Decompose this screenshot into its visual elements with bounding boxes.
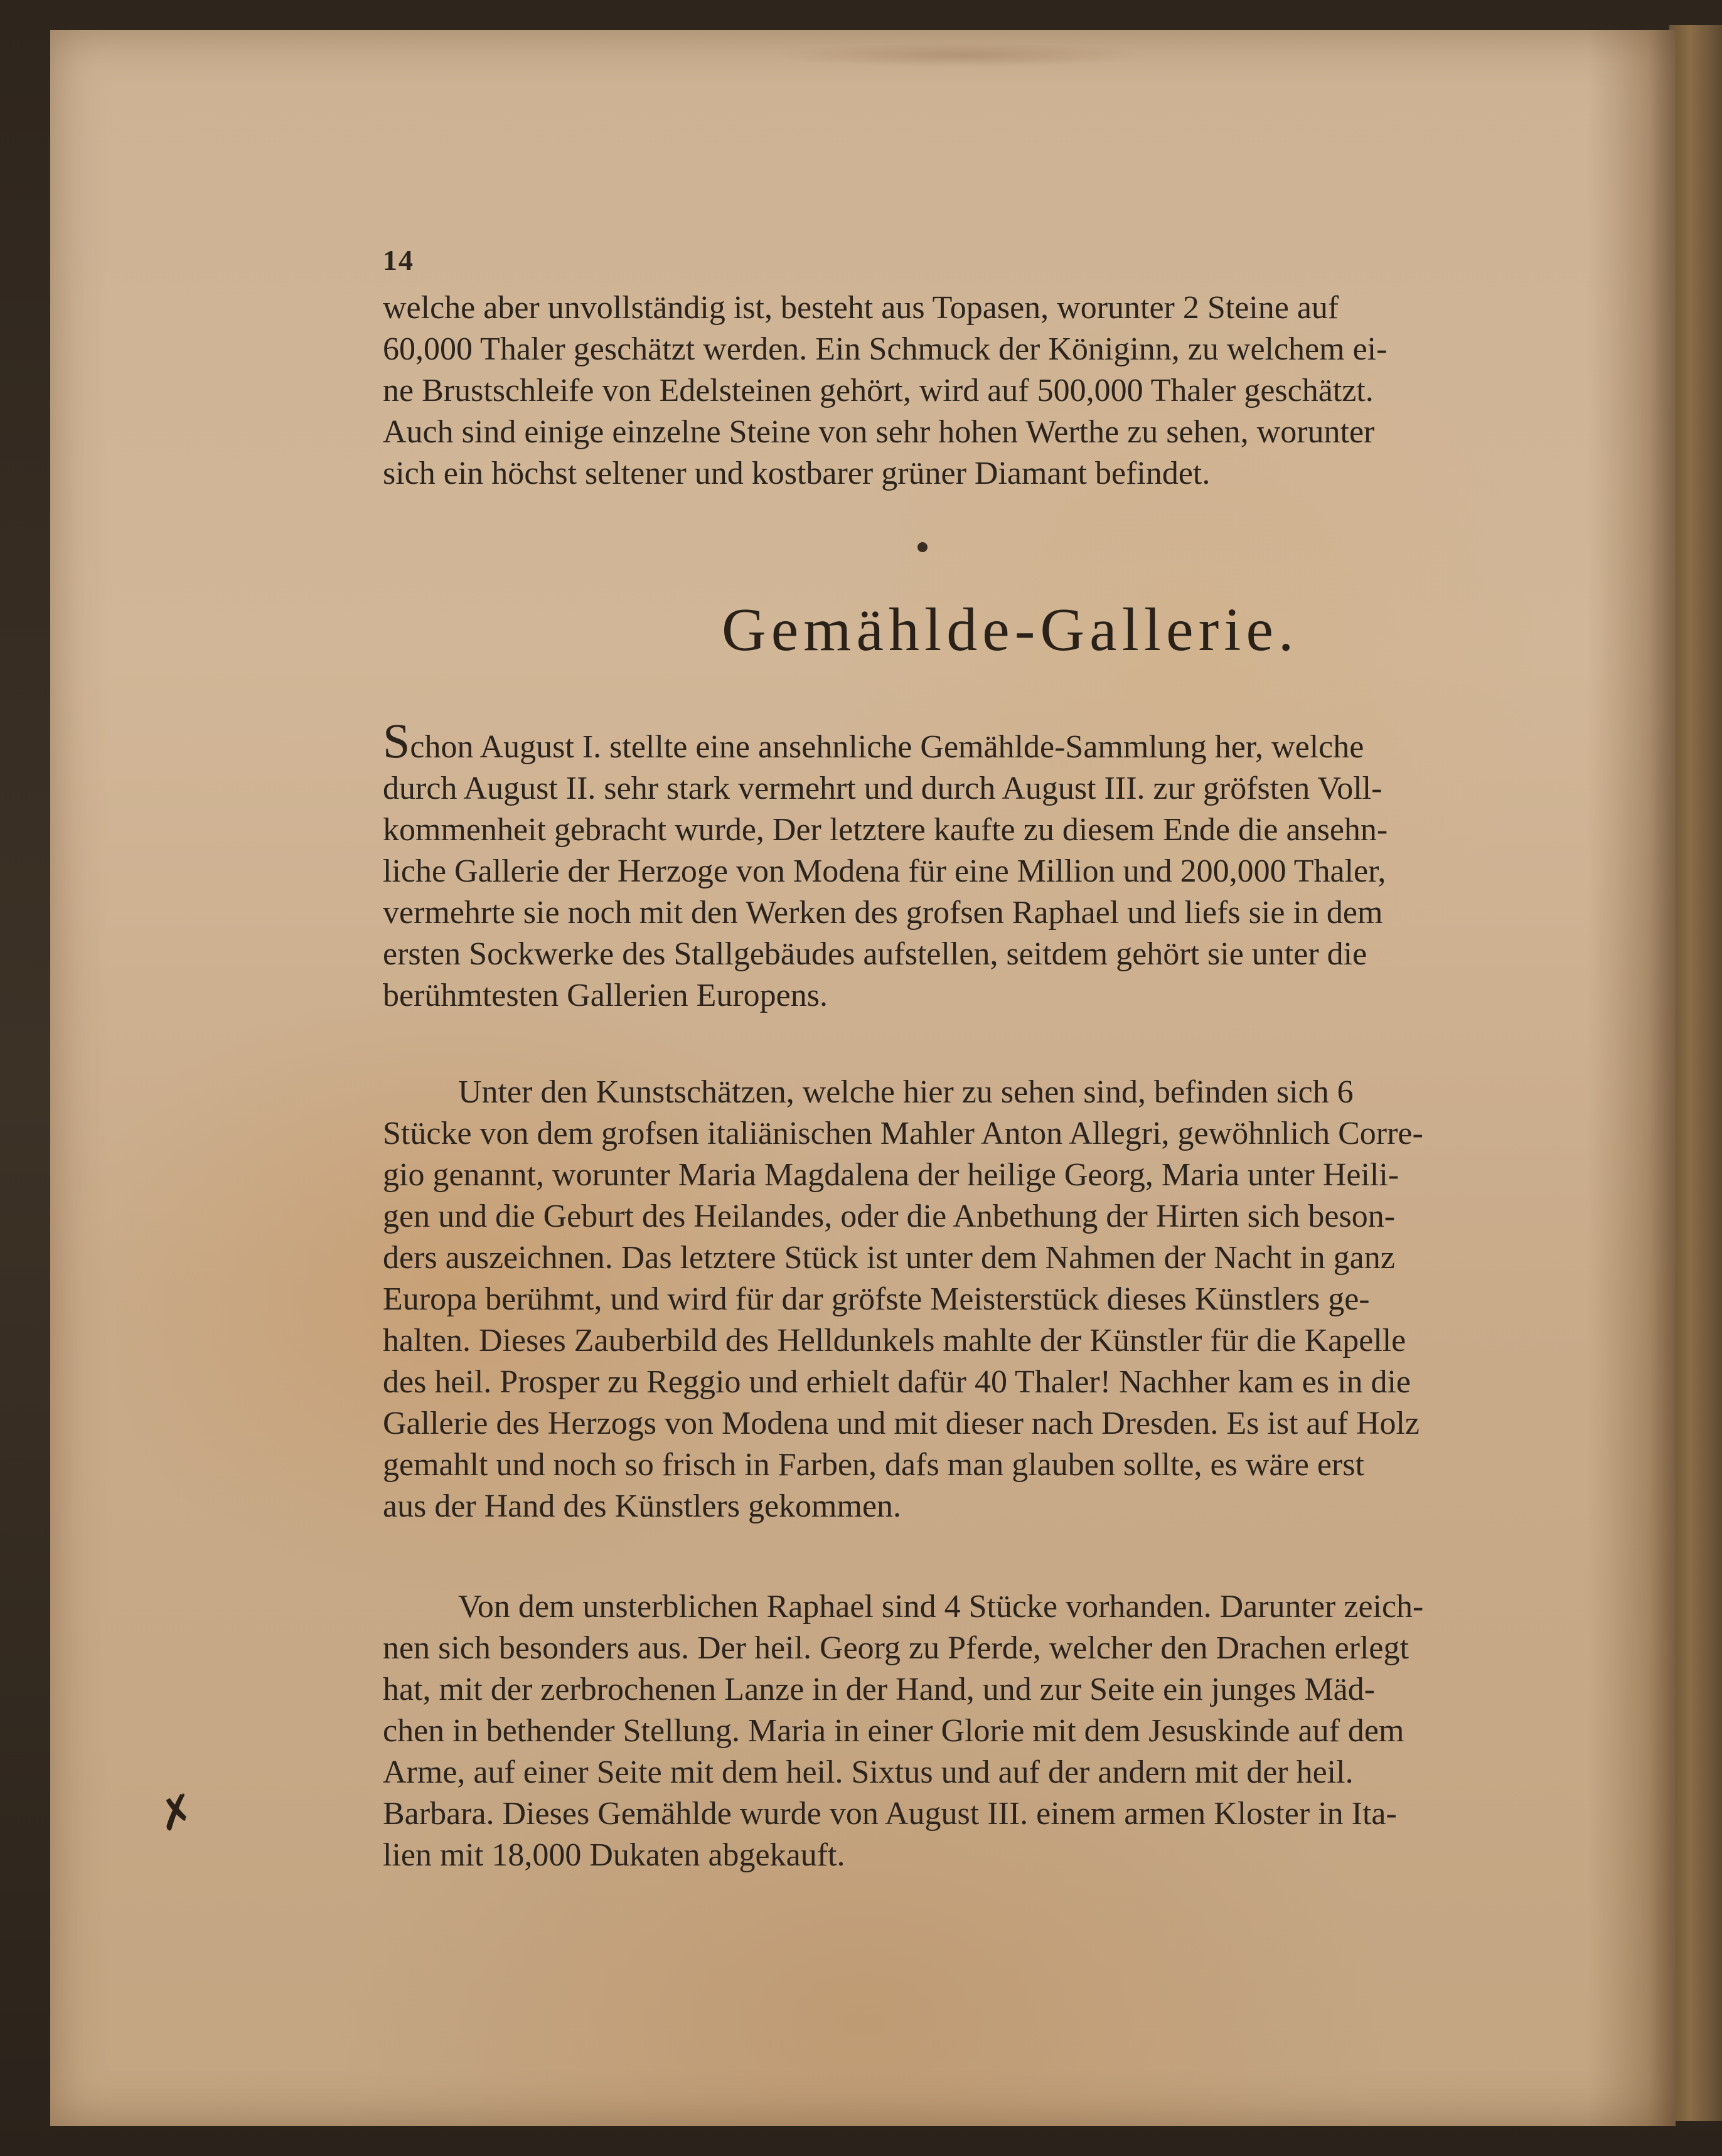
text-line: vermehrte sie noch mit den Werken des grofsen Raphael und liefs sie in dem [383, 895, 1383, 931]
paragraph-correggio [383, 1072, 1663, 1527]
text-line: des heil. Prosper zu Reggio und erhielt dafür 40 Thaler! Nachher kam es in die [383, 1364, 1411, 1400]
text-line: gio genannt, worunter Maria Magdalena der heilige Georg, Maria unter Heili- [383, 1157, 1399, 1193]
text-line: ersten Sockwerke des Stallgebäudes aufstellen, seitdem gehört sie unter die [383, 936, 1367, 972]
paper-stain [772, 43, 1148, 68]
paragraph-raphael [383, 1586, 1663, 1876]
text-line: Auch sind einige einzelne Steine von sehr hohen Werthe zu sehen, worunter [383, 414, 1375, 450]
first-line-text: chon August I. stellte eine ansehnliche Gemählde-Sammlung her, welche [410, 729, 1364, 765]
text-line: sich ein höchst seltener und kostbarer grüner Diamant befindet. [383, 456, 1211, 491]
text-line: nen sich besonders aus. Der heil. Georg zu Pferde, welcher den Drachen erlegt [383, 1630, 1409, 1666]
drop-cap: S [383, 720, 410, 768]
text-line: chen in bethender Stellung. Maria in einer Glorie mit dem Jesuskinde auf dem [383, 1713, 1404, 1749]
text-line: 60,000 Thaler geschätzt werden. Ein Schmuck der Königinn, zu welchem ei- [383, 331, 1388, 367]
margin-ink-mark: ✗ [152, 1785, 201, 1842]
text-line: Barbara. Dieses Gemählde wurde von August III. einem armen Kloster in Ita- [383, 1796, 1397, 1832]
section-heading: Gemählde-Gallerie. [722, 596, 1299, 664]
text-line-first [383, 720, 1663, 768]
text-line: Unter den Kunstschätzen, welche hier zu sehen sind, befinden sich 6 [458, 1074, 1354, 1110]
text-line: liche Gallerie der Herzoge von Modena für eine Million und 200,000 Thaler, [383, 853, 1386, 889]
text-line: gen und die Geburt des Heilandes, oder die Anbethung der Hirten sich beson- [383, 1198, 1396, 1234]
paragraph-gallery-history [383, 720, 1663, 1017]
text-line: kommenheit gebracht wurde, Der letztere kaufte zu diesem Ende die ansehn- [383, 812, 1388, 848]
text-line: Arme, auf einer Seite mit dem heil. Sixtus und auf der andern mit der heil. [383, 1754, 1354, 1790]
book-page [50, 30, 1676, 2126]
text-line: halten. Dieses Zauberbild des Helldunkels mahlte der Künstler für die Kapelle [383, 1323, 1406, 1358]
text-line: durch August II. sehr stark vermehrt und durch August III. zur gröfsten Voll- [383, 771, 1382, 806]
text-line: ders auszeichnen. Das letztere Stück ist unter dem Nahmen der Nacht in ganz [383, 1240, 1395, 1276]
text-line: Europa berühmt, und wird für dar gröfste Meisterstück dieses Künstlers ge- [383, 1281, 1370, 1317]
text-line: Gallerie des Herzogs von Modena und mit dieser nach Dresden. Es ist auf Holz [383, 1406, 1420, 1441]
text-line: lien mit 18,000 Dukaten abgekauft. [383, 1837, 845, 1873]
text-line: Stücke von dem grofsen italiänischen Mahler Anton Allegri, gewöhnlich Corre- [383, 1116, 1423, 1151]
text-line: welche aber unvollständig ist, besteht aus Topasen, worunter 2 Steine auf [383, 290, 1339, 326]
text-line: Von dem unsterblichen Raphael sind 4 Stücke vorhanden. Darunter zeich- [458, 1589, 1424, 1625]
text-line: berühmtesten Gallerien Europens. [383, 978, 828, 1013]
ornament-dot [917, 542, 928, 552]
adjacent-page-edge [1669, 25, 1722, 2121]
text-line: gemahlt und noch so frisch in Farben, dafs man glauben sollte, es wäre erst [383, 1447, 1364, 1483]
paragraph-jewels [383, 287, 1663, 494]
text-line: ne Brustschleife von Edelsteinen gehört, wird auf 500,000 Thaler geschätzt. [383, 373, 1374, 408]
text-line: hat, mit der zerbrochenen Lanze in der Hand, und zur Seite ein junges Mäd- [383, 1672, 1376, 1707]
text-line: aus der Hand des Künstlers gekommen. [383, 1488, 902, 1524]
page-number: 14 [383, 244, 414, 276]
